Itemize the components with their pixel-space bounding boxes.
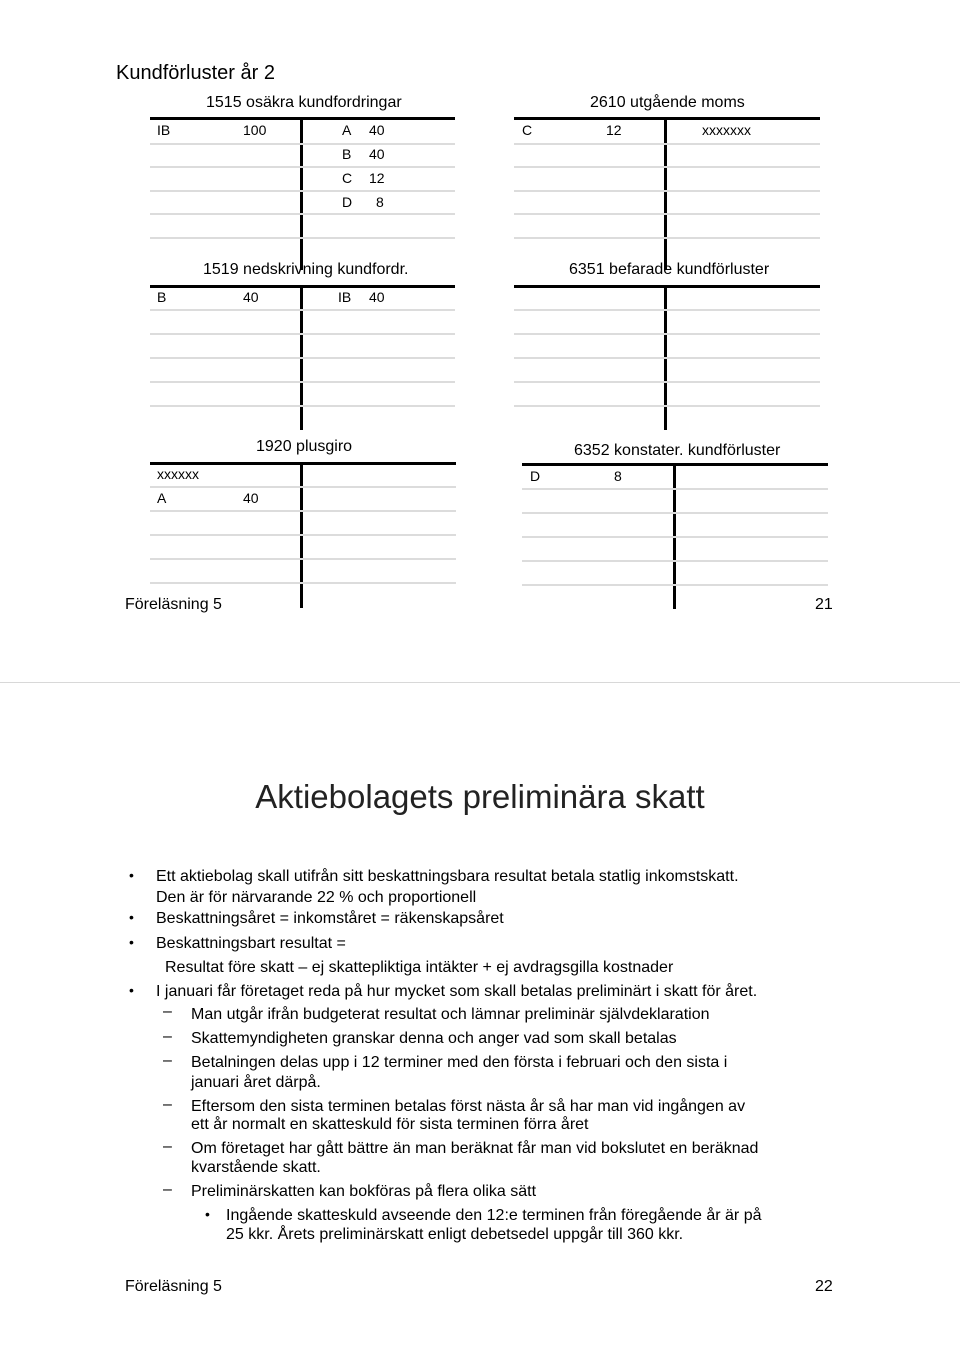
row-line	[522, 512, 828, 514]
row-line	[514, 381, 820, 383]
footer-text: Föreläsning 5	[125, 1278, 222, 1295]
row-line	[150, 309, 455, 311]
sub-bullet-text: Om företaget har gått bättre än man beräknat får man vid bokslutet en beräknad	[191, 1140, 759, 1157]
debit-label: B	[157, 289, 167, 305]
row-line	[522, 488, 828, 490]
credit-amount: 8	[376, 194, 384, 210]
bullet-text: Ett aktiebolag skall utifrån sitt beskattningsbara resultat betala statlig inkomstskatt.	[156, 868, 739, 885]
account-title: 1519 nedskrivning kundfordr.	[203, 261, 409, 278]
row-line	[514, 309, 820, 311]
bullet-text-cont: Den är för närvarande 22 % och proportionell	[156, 889, 477, 906]
t-account-top-line	[514, 285, 820, 288]
row-line	[150, 237, 455, 239]
credit-label: C	[342, 170, 353, 186]
page-number: 21	[815, 596, 833, 613]
account-title: 6351 befarade kundförluster	[569, 261, 770, 278]
row-line	[514, 237, 820, 239]
debit-label: C	[522, 122, 533, 138]
bullet-icon: •	[129, 909, 134, 925]
formula-text: Resultat före skatt – ej skattepliktiga intäkter + ej avdragsgilla kostnader	[165, 959, 674, 976]
row-line	[514, 357, 820, 359]
credit-amount: 40	[369, 146, 385, 162]
debit-label: A	[157, 490, 167, 506]
account-title: 1920 plusgiro	[256, 438, 353, 455]
sub-bullet-text: Betalningen delas upp i 12 terminer med den första i februari och den sista i	[191, 1054, 728, 1071]
sub-bullet-text: Skattemyndigheten granskar denna och anger vad som skall betalas	[191, 1030, 677, 1047]
credit-label: D	[342, 194, 353, 210]
t-account-divider	[664, 117, 667, 270]
page-number: 22	[815, 1278, 833, 1295]
dash-icon: –	[163, 1052, 172, 1069]
row-line	[150, 190, 455, 192]
debit-amount: 40	[243, 289, 259, 305]
row-line	[150, 405, 455, 407]
debit-amount: 40	[243, 490, 259, 506]
debit-label: IB	[157, 122, 171, 138]
sub-bullet-text-cont: kvarstående skatt.	[191, 1159, 321, 1176]
credit-label: A	[342, 122, 352, 138]
row-line	[514, 166, 820, 168]
t-account-divider	[300, 117, 303, 270]
row-line	[150, 582, 456, 584]
sub-bullet-text-cont: ett år normalt en skatteskuld för sista terminen förra året	[191, 1116, 589, 1133]
slide-22	[0, 683, 960, 1367]
slide-21	[0, 0, 960, 683]
debit-amount: 8	[614, 468, 622, 484]
credit-label: xxxxxxx	[702, 122, 751, 138]
row-line	[514, 213, 820, 215]
row-line	[150, 534, 456, 536]
footer-text: Föreläsning 5	[125, 596, 222, 613]
credit-amount: 40	[369, 289, 385, 305]
bullet-icon: •	[129, 982, 134, 998]
dash-icon: –	[163, 1003, 172, 1020]
bullet-text: I januari får företaget reda på hur mycket som skall betalas preliminärt i skatt för året.	[156, 983, 758, 1000]
dash-icon: –	[163, 1181, 172, 1198]
sub-sub-bullet-text: Ingående skatteskuld avseende den 12:e terminen från föregående år är på	[226, 1207, 762, 1224]
row-line	[522, 536, 828, 538]
row-line	[150, 558, 456, 560]
debit-label: D	[530, 468, 541, 484]
credit-label: B	[342, 146, 352, 162]
row-line	[150, 510, 456, 512]
account-title: 2610 utgående moms	[590, 94, 745, 111]
row-line	[522, 560, 828, 562]
row-line	[514, 405, 820, 407]
row-line	[150, 166, 455, 168]
row-line	[514, 333, 820, 335]
dash-icon: –	[163, 1096, 172, 1113]
row-line	[150, 333, 455, 335]
row-line	[150, 357, 455, 359]
dash-icon: –	[163, 1138, 172, 1155]
dash-icon: –	[163, 1028, 172, 1045]
row-line	[522, 584, 828, 586]
bullet-text: Beskattningsåret = inkomståret = räkenskapsåret	[156, 910, 504, 927]
bullet-text: Beskattningsbart resultat =	[156, 935, 346, 952]
bullet-icon: •	[129, 867, 134, 883]
sub-bullet-text-cont: januari året därpå.	[191, 1074, 321, 1091]
debit-amount: 12	[606, 122, 622, 138]
credit-amount: 12	[369, 170, 385, 186]
row-line	[514, 143, 820, 145]
row-line	[150, 381, 455, 383]
slide-heading: Aktiebolagets preliminära skatt	[255, 778, 705, 815]
debit-label: xxxxxx	[157, 466, 199, 482]
bullet-icon: •	[129, 934, 134, 950]
sub-bullet-text: Man utgår ifrån budgeterat resultat och lämnar preliminär självdeklaration	[191, 1006, 710, 1023]
account-title: 1515 osäkra kundfordringar	[206, 94, 402, 111]
row-line	[514, 190, 820, 192]
t-account-top-line	[514, 117, 820, 120]
sub-bullet-text: Preliminärskatten kan bokföras på flera olika sätt	[191, 1183, 537, 1200]
sub-sub-bullet-text-cont: 25 kkr. Årets preliminärskatt enligt debetsedel uppgår till 360 kkr.	[226, 1226, 684, 1243]
row-line	[150, 486, 456, 488]
slide-title: Kundförluster år 2	[116, 62, 275, 84]
credit-amount: 40	[369, 122, 385, 138]
t-account-top-line	[150, 462, 456, 465]
row-line	[150, 143, 455, 145]
credit-label: IB	[338, 289, 352, 305]
debit-amount: 100	[243, 122, 267, 138]
account-title: 6352 konstater. kundförluster	[574, 442, 781, 459]
row-line	[150, 213, 455, 215]
sub-bullet-text: Eftersom den sista terminen betalas först nästa år så har man vid ingången av	[191, 1098, 746, 1115]
bullet-icon: •	[205, 1206, 210, 1222]
